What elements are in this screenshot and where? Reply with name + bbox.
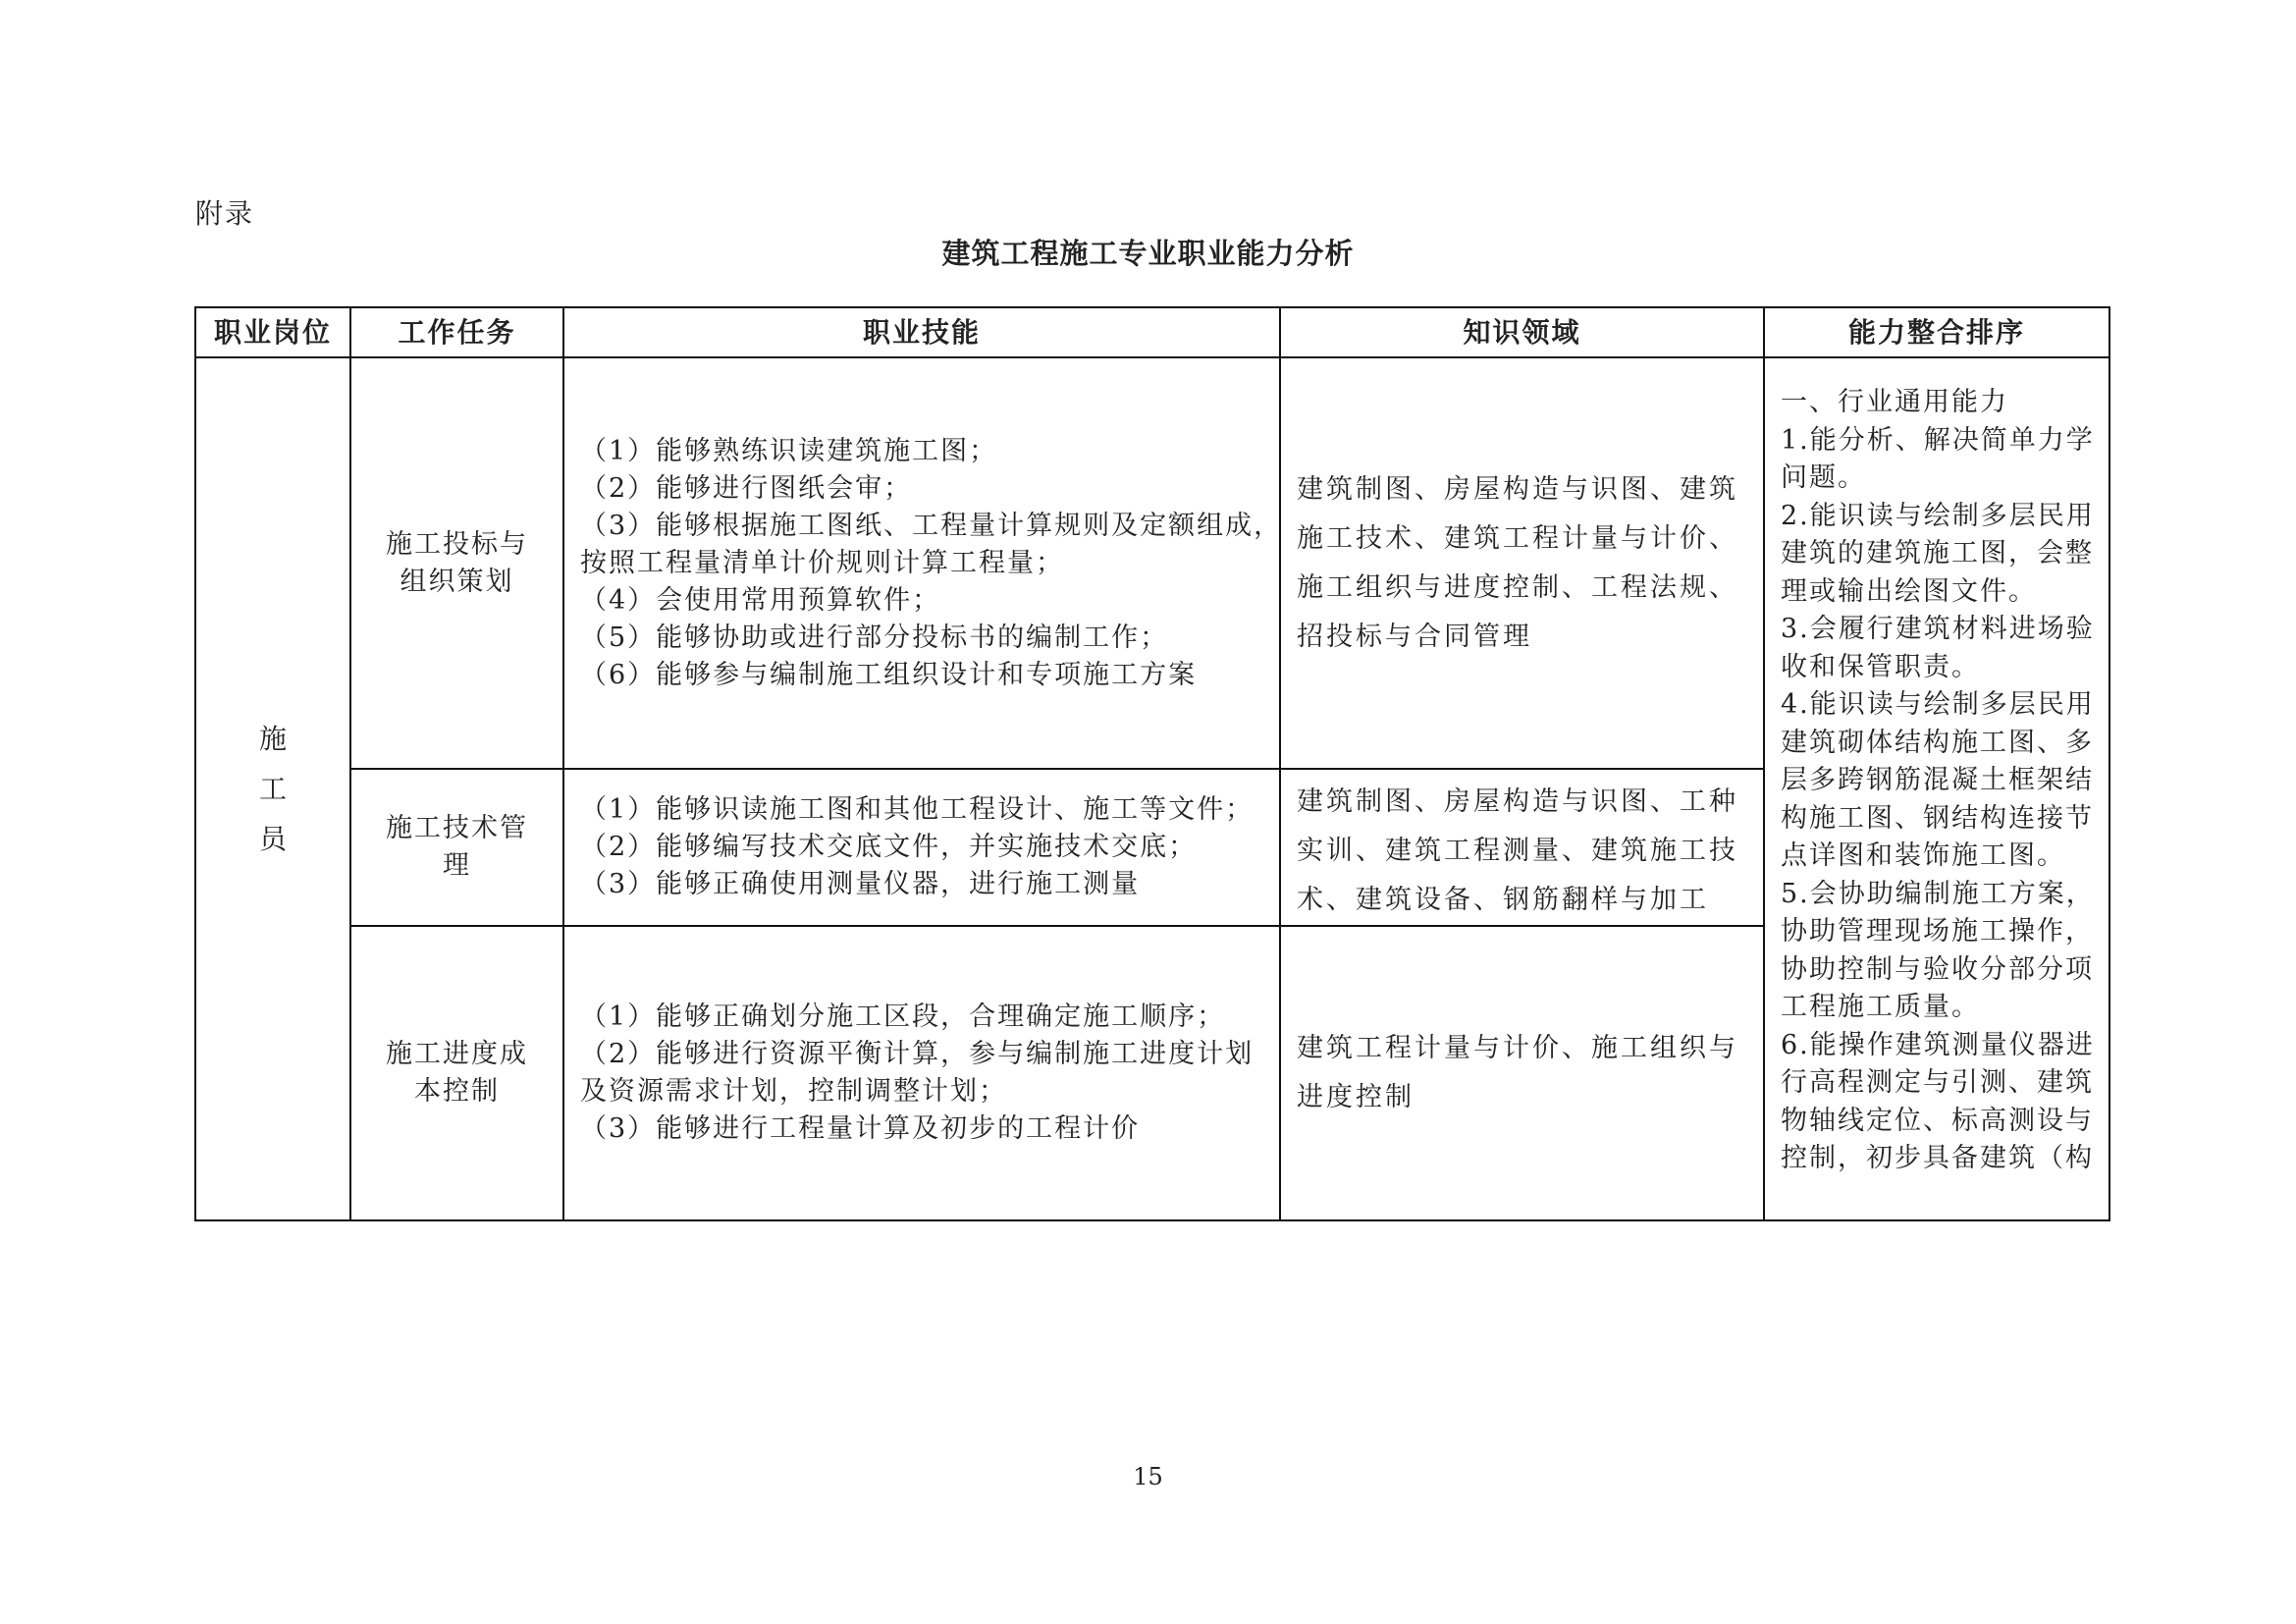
ability-line: 行高程测定与引测、建筑 xyxy=(1781,1067,2094,1098)
ability-line: 建筑的建筑施工图，会整 xyxy=(1781,538,2094,568)
ability-line: 协助控制与验收分部分项 xyxy=(1781,953,2094,985)
skill-line: （2）能够进行资源平衡计算，参与编制施工进度计划 xyxy=(580,1039,1255,1069)
post-cell xyxy=(195,357,350,1220)
ability-line: 5.会协助编制施工方案， xyxy=(1781,878,2095,909)
knowledge-text: 建筑工程计量与计价、施工组织与进度控制 xyxy=(1297,1033,1738,1112)
ability-cell xyxy=(1764,357,2109,1220)
task-label: 施工进度成本控制 xyxy=(386,1039,528,1107)
table-header-row xyxy=(195,307,2109,357)
task-cell xyxy=(350,357,563,769)
skill-line: （3）能够根据施工图纸、工程量计算规则及定额组成， xyxy=(580,510,1283,541)
ability-list xyxy=(1781,384,2095,1209)
skill-cell xyxy=(563,357,1283,769)
skill-line: （2）能够进行图纸会审； xyxy=(580,472,913,504)
header-ability: 能力整合排序 xyxy=(1764,307,2109,357)
ability-line: 理或输出绘图文件。 xyxy=(1781,575,2037,607)
header-skill: 职业技能 xyxy=(563,307,1280,357)
ability-line: 点详图和装饰施工图。 xyxy=(1781,840,2065,871)
header-task: 工作任务 xyxy=(350,307,563,357)
ability-line: 工程施工质量。 xyxy=(1781,992,1980,1022)
ability-line: 层多跨钢筋混凝土框架结 xyxy=(1781,765,2094,795)
document-title: 建筑工程施工专业职业能力分析 xyxy=(941,237,1355,270)
skill-line: （3）能够进行工程量计算及初步的工程计价 xyxy=(580,1113,1141,1144)
task-label: 施工技术管理 xyxy=(386,813,528,881)
knowledge-text: 建筑制图、房屋构造与识图、建筑施工技术、建筑工程计量与计价、施工组织与进度控制、工程法规、招投标与合同管理 xyxy=(1297,473,1738,652)
knowledge-cell xyxy=(1280,926,1764,1220)
task-label: 施工投标与组织策划 xyxy=(386,528,528,597)
table-row xyxy=(195,357,2109,769)
ability-line: 建筑砌体结构施工图、多 xyxy=(1781,727,2094,758)
ability-line: 4.能识读与绘制多层民用 xyxy=(1781,689,2095,720)
ability-line: 控制，初步具备建筑（构 xyxy=(1781,1143,2094,1173)
ability-line: 问题。 xyxy=(1781,462,1866,493)
ability-line: 一、行业通用能力 xyxy=(1781,387,2008,417)
header-knowledge: 知识领域 xyxy=(1280,307,1764,357)
ability-line: 2.能识读与绘制多层民用 xyxy=(1781,500,2095,531)
skill-line: （6）能够参与编制施工组织设计和专项施工方案 xyxy=(580,659,1198,690)
ability-line: 收和保管职责。 xyxy=(1781,651,1980,682)
page-number: 15 xyxy=(1133,1463,1163,1490)
appendix-label: 附录 xyxy=(195,197,255,230)
skill-line: （4）会使用常用预算软件； xyxy=(580,584,941,616)
ability-line: 构施工图、钢结构连接节 xyxy=(1781,802,2094,834)
skill-line: （1）能够正确划分施工区段，合理确定施工顺序； xyxy=(580,1001,1226,1032)
skill-cell xyxy=(563,769,1280,926)
skill-line: （1）能够熟练识读建筑施工图； xyxy=(580,435,998,466)
skill-line: （1）能够识读施工图和其他工程设计、施工等文件； xyxy=(580,794,1255,825)
ability-line: 协助管理现场施工操作， xyxy=(1781,916,2094,947)
post-label: 施工员 xyxy=(258,723,287,855)
knowledge-cell xyxy=(1280,769,1764,926)
skill-line: （5）能够协助或进行部分投标书的编制工作； xyxy=(580,622,1169,653)
skill-cell xyxy=(563,926,1280,1220)
knowledge-cell xyxy=(1280,357,1764,769)
ability-line: 物轴线定位、标高测设与 xyxy=(1781,1105,2094,1136)
ability-line: 3.会履行建筑材料进场验 xyxy=(1781,614,2095,644)
skill-line: （3）能够正确使用测量仪器，进行施工测量 xyxy=(580,869,1141,899)
skill-line: 及资源需求计划，控制调整计划； xyxy=(580,1076,1007,1107)
skill-line: （2）能够编写技术交底文件，并实施技术交底； xyxy=(580,832,1198,862)
ability-line: 6.能操作建筑测量仪器进 xyxy=(1781,1029,2095,1060)
ability-line: 1.能分析、解决简单力学 xyxy=(1781,424,2095,456)
task-cell xyxy=(350,769,563,926)
ability-analysis-table xyxy=(194,306,2110,1221)
header-post: 职业岗位 xyxy=(195,307,350,357)
knowledge-text: 建筑制图、房屋构造与识图、工种实训、建筑工程测量、建筑施工技术、建筑设备、钢筋翻样与加工 xyxy=(1297,786,1738,915)
skill-line: 按照工程量清单计价规则计算工程量； xyxy=(580,547,1064,578)
task-cell xyxy=(350,926,563,1220)
